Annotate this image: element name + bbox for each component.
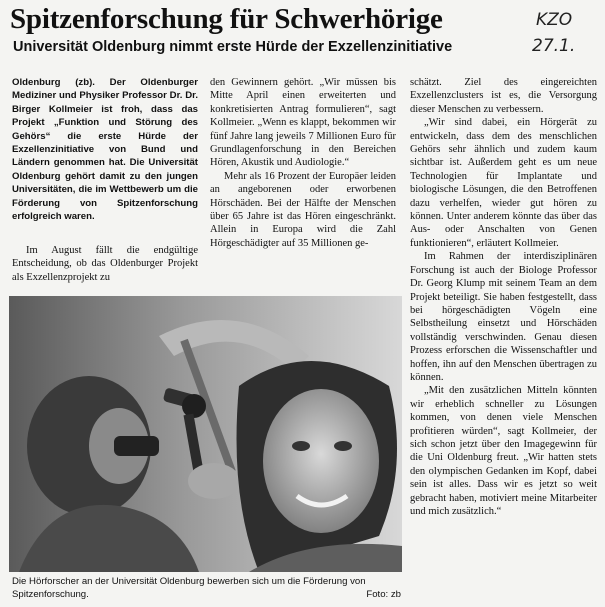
subheadline: Universität Oldenburg nimmt erste Hürde der Exzellenzinitiative [13, 39, 453, 55]
caption-text: Die Hörforscher an der Universität Oldenburg bewerben sich um die Förderung von Spitzenforschung. [12, 576, 366, 600]
photo-credit: Foto: zb [366, 589, 401, 600]
body-paragraph: Im August fällt die endgültige Entscheidung, ob das Oldenburger Projekt als Exzellenzprojekt zu [12, 245, 198, 283]
column-3 [410, 76, 597, 518]
handwritten-note-source: KZO [536, 10, 573, 30]
lead-paragraph: Oldenburg (zb). Der Oldenburger Mediziner und Physiker Professor Dr. Dr. Birger Kollmeier ist froh, dass das Projekt „Funktion und Störung des Gehörs“ die erste Hürde der Exzellenzinitiative von Bund und Ländern genommen hat. Die Universität Oldenburg gehört damit zu den jungen Universitäten, die im Wettbewerb um die Förderung von Spitzenforschung erfolgreich waren. [12, 77, 198, 223]
body-paragraph: „Mit den zusätzlichen Mitteln könnten wir erheblich schneller zu Lösungen kommen, von denen viele Menschen profitieren würden“, sagt Kollmeier, der sich schon jetzt über den Imagegewinn für die Uni Oldenburg freut. „Wir hatten stets den olympischen Gedanken im Kopf, dabei sein ist alles. Dass wir es jetzt so weit gebracht haben, motiviert meine Mitarbeiter und mich zusätzlich.“ [410, 385, 597, 517]
body-paragraph: schätzt. Ziel des eingereichten Exzellenzclusters ist es, die Versorgung dieser Menschen zu verbessern. [410, 77, 597, 115]
body-paragraph: Im Rahmen der interdisziplinären Forschung ist auch der Biologe Professor Dr. Georg Klump mit seinem Team an dem Projekt beteiligt. Sie haben festgestellt, dass bei hörgeschädigten Vögeln eine Selbstheilung einsetzt und Hörschäden vollständig verschwinden. Genau diesen Prozess erforschen die Wissenschaftler und hoffen, ihn auf den Menschen übertragen zu können. [410, 251, 597, 383]
column-1 [12, 76, 198, 223]
body-paragraph: „Wir sind dabei, ein Hörgerät zu entwickeln, dass dem des menschlichen Gehörs sehr ähnlich und zudem kaum sichtbar ist. Außerdem geht es um neue Technologien für Implantate und biologische Lösungen, die den Betroffenen dazu verhelfen, wieder gut hören zu können. Unter anderem könnte das über das Aus- oder Anschalten von Genen funktionieren“, erläutert Kollmeier. [410, 117, 597, 249]
headline: Spitzenforschung für Schwerhörige [10, 3, 443, 35]
body-paragraph: den Gewinnern gehört. „Wir müssen bis Mitte April einen erweiterten und konkretisierten Antrag formulieren“, sagt Kollmeier. „Wenn es klappt, bekommen wir fünf Jahre lang jeweils 7 Millionen Euro für Grundlagenforschung in den Bereichen Hören, Akustik und Audiologie.“ [210, 77, 396, 169]
article-photo [9, 296, 402, 572]
column-1-continued [12, 244, 198, 284]
body-paragraph: Mehr als 16 Prozent der Europäer leiden an angeborenen oder erworbenen Hörschäden. Bei der Hälfte der Menschen über 65 Jahre ist das Hören eingeschränkt. Allein in Europa wird die Zahl Hörgeschädigter auf 35 Millionen ge- [210, 170, 396, 249]
handwritten-note-date: 27.1. [532, 36, 576, 56]
photo-caption [12, 575, 401, 601]
column-2 [210, 76, 396, 250]
photo-illustration [9, 296, 402, 572]
